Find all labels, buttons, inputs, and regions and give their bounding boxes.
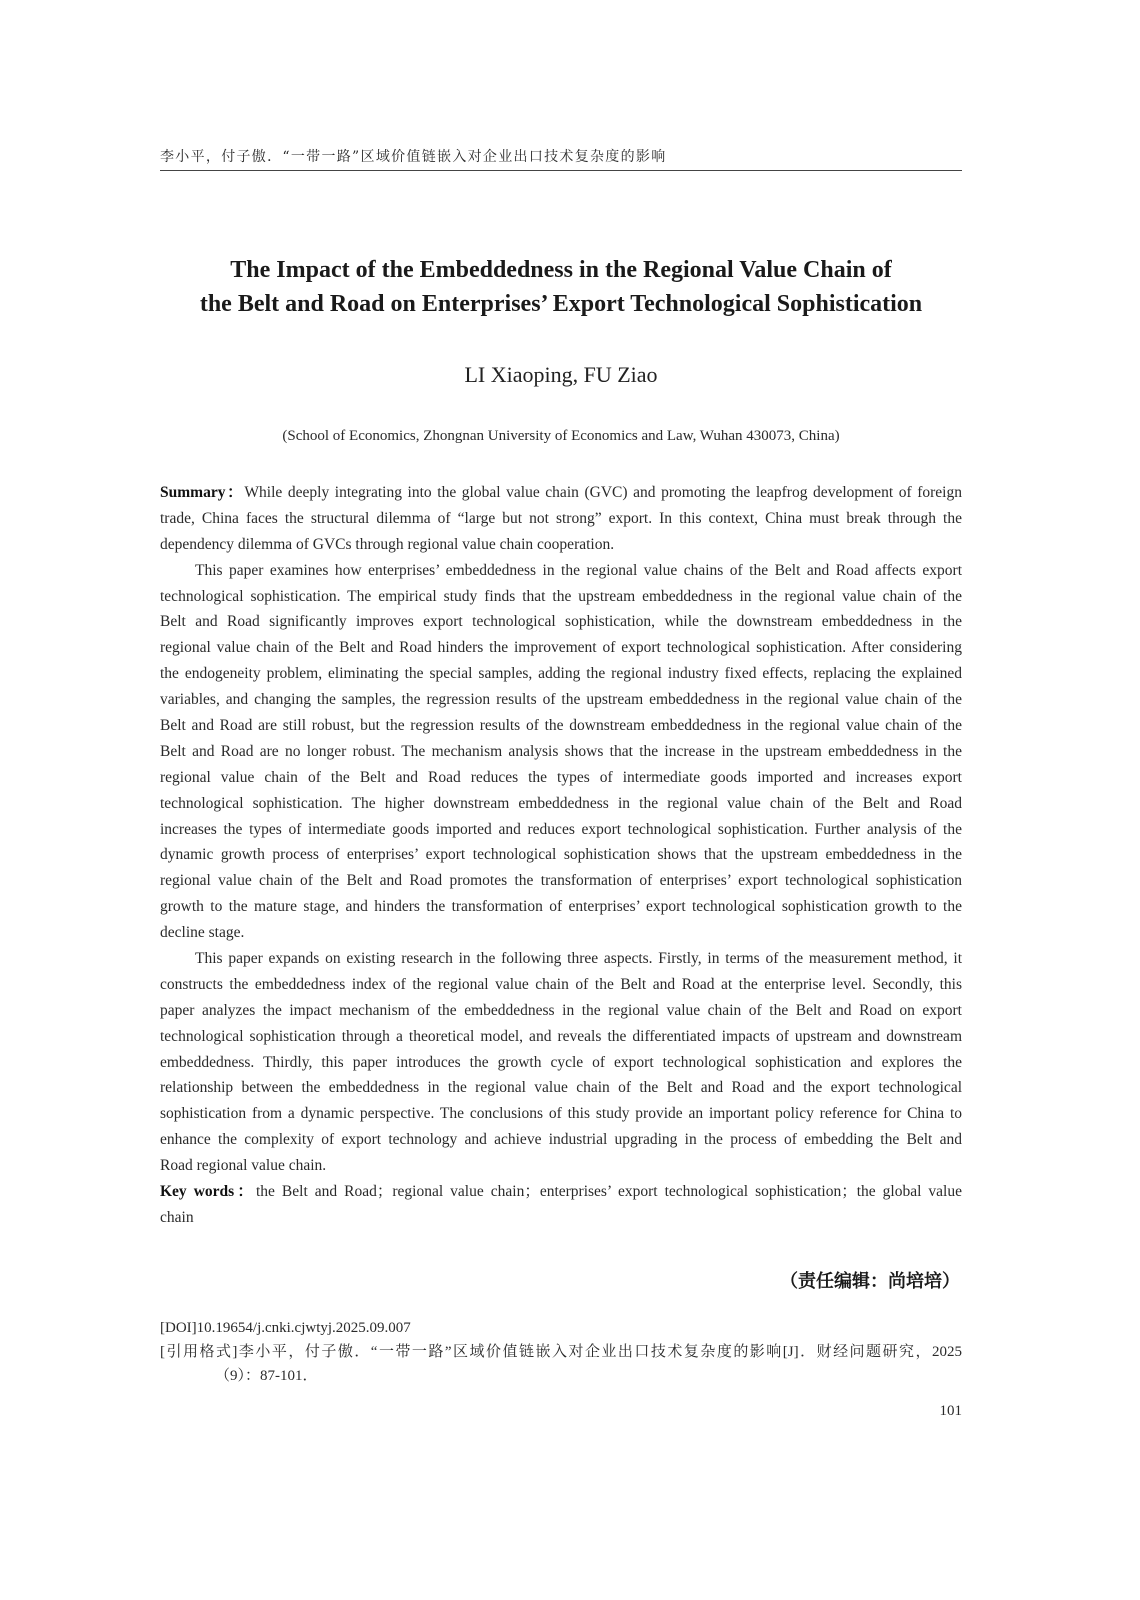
- page-number: 101: [939, 1403, 962, 1419]
- affiliation: (School of Economics, Zhongnan University of Economics and Law, Wuhan 430073, China): [282, 428, 840, 444]
- citation-line: （9）：87-101．: [215, 1368, 318, 1384]
- citation-line: [引用格式]李小平，付子傲．“一带一路”区域价值链嵌入对企业出口技术复杂度的影响[J]．财经问题研究，2025: [160, 1344, 962, 1360]
- title-line: The Impact of the Embeddedness in the Regional Value Chain of: [230, 257, 892, 283]
- summary-line: Belt and Road are no longer robust. The mechanism analysis shows that the increase in the upstream embeddedness in the: [160, 742, 962, 760]
- summary-line: technological sophistication. The higher downstream embeddedness in the regional value chain of the Belt and Road: [160, 794, 962, 812]
- summary-label: Summary：: [160, 484, 245, 501]
- summary-line: Belt and Road significantly improves export technological sophistication, while the downstream embeddedness in the: [160, 613, 962, 631]
- summary-line: regional value chain of the Belt and Road hinders the improvement of export technological sophistication. After considering: [160, 639, 962, 657]
- summary-line: This paper expands on existing research in the following three aspects. Firstly, in terms of the measurement method, it: [195, 950, 962, 968]
- summary-line: relationship between the embeddedness in the regional value chain of the Belt and Road and the export technological: [160, 1079, 962, 1097]
- reference-block: [160, 1316, 962, 1388]
- editor-note: （责任编辑：尚培培）: [780, 1271, 960, 1291]
- keywords-text: the Belt and Road；regional value chain；enterprises’ export technological sophistication；the global value: [255, 1183, 962, 1201]
- title-line: the Belt and Road on Enterprises’ Export Technological Sophistication: [199, 291, 923, 317]
- summary-line: the endogeneity problem, eliminating the special samples, adding the regional industry fixed effects, replacing the explained: [160, 665, 962, 683]
- summary-line: [160, 480, 962, 506]
- summary-line: regional value chain of the Belt and Road reduces the types of intermediate goods imported and increases export: [160, 768, 962, 786]
- summary-text: While deeply integrating into the global value chain (GVC) and promoting the leapfrog development of foreign: [244, 484, 962, 501]
- summary-line: dependency dilemma of GVCs through regional value chain cooperation.: [160, 535, 615, 553]
- running-header: 李小平，付子傲．“一带一路”区域价值链嵌入对企业出口技术复杂度的影响: [160, 149, 667, 165]
- summary-line: Belt and Road are still robust, but the regression results of the downstream embeddedness in the regional value chain of the: [160, 717, 962, 735]
- summary-line: trade, China faces the structural dilemma of “large but not strong” export. In this context, China must break through the: [160, 509, 962, 527]
- summary-line: regional value chain of the Belt and Road promotes the transformation of enterprises’ export technological sophistication: [160, 872, 962, 890]
- authors: LI Xiaoping, FU Ziao: [464, 362, 658, 387]
- summary-line: constructs the embeddedness index of the regional value chain of the Belt and Road at the enterprise level. Secondly, this: [160, 975, 962, 993]
- summary-line: technological sophistication through a theoretical model, and reveals the differentiated impacts of upstream and downstream: [160, 1027, 962, 1045]
- header-rule: [160, 170, 962, 171]
- keywords-line: [160, 1179, 962, 1205]
- keywords-line: chain: [160, 1208, 194, 1226]
- summary-line: decline stage.: [160, 924, 245, 942]
- summary-line: variables, and changing the samples, the regression results of the upstream embeddedness in the regional value chain of the: [160, 691, 962, 709]
- summary-line: sophistication from a dynamic perspective. The conclusions of this study provide an important policy reference for China to: [160, 1105, 962, 1123]
- summary-line: enhance the complexity of export technology and achieve industrial upgrading in the process of embedding the Belt and: [160, 1131, 962, 1149]
- summary-line: paper analyzes the impact mechanism of the embeddedness in the regional value chain of the Belt and Road on export: [160, 1001, 962, 1019]
- summary-line: embeddedness. Thirdly, this paper introduces the growth cycle of export technological sophistication and explores the: [160, 1053, 962, 1071]
- abstract: [160, 480, 962, 1231]
- paper-title: [160, 253, 962, 321]
- summary-line: This paper examines how enterprises’ embeddedness in the regional value chains of the Belt and Road affects export: [195, 561, 962, 579]
- summary-line: increases the types of intermediate goods imported and reduces export technological sophistication. Further analysis of the: [160, 820, 962, 838]
- keywords-label: Key words：: [160, 1183, 256, 1201]
- summary-line: technological sophistication. The empirical study finds that the upstream embeddedness in the regional value chain of the: [160, 587, 962, 605]
- doi: [DOI]10.19654/j.cnki.cjwtyj.2025.09.007: [160, 1320, 411, 1336]
- summary-line: Road regional value chain.: [160, 1157, 327, 1175]
- summary-line: growth to the mature stage, and hinders the transformation of enterprises’ export technological sophistication growth to the: [160, 898, 962, 916]
- summary-line: dynamic growth process of enterprises’ export technological sophistication shows that the upstream embeddedness in the: [160, 846, 962, 864]
